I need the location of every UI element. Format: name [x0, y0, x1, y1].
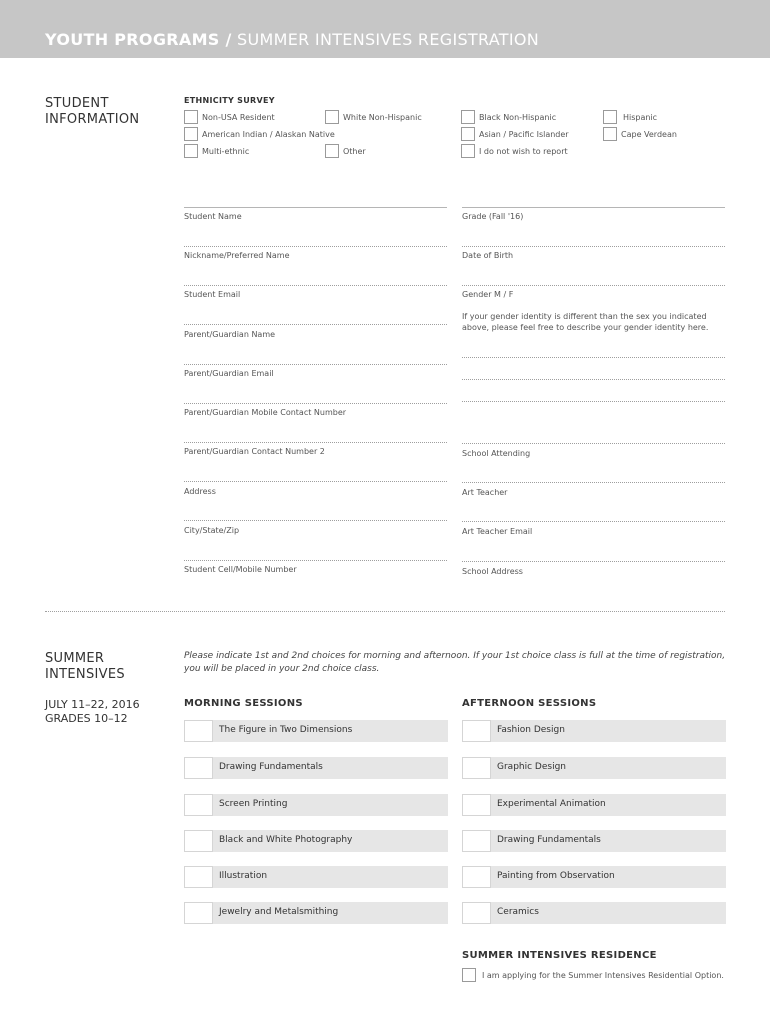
- afternoon-session-row[interactable]: [462, 794, 726, 816]
- checkbox-black-non-hispanic[interactable]: [461, 110, 475, 124]
- session-name: The Figure in Two Dimensions: [219, 725, 353, 735]
- label-white-non-hispanic: White Non-Hispanic: [343, 113, 422, 122]
- morning-sessions-heading: MORNING SESSIONS: [184, 698, 303, 709]
- label-city-state-zip: City/State/Zip: [184, 526, 240, 535]
- session-name: Ceramics: [497, 907, 539, 917]
- art-teacher-email-input[interactable]: [462, 521, 725, 522]
- address-input[interactable]: [184, 481, 447, 482]
- city-state-zip-input[interactable]: [184, 520, 447, 521]
- afternoon-session-row[interactable]: [462, 720, 726, 742]
- nickname-input[interactable]: [184, 246, 447, 247]
- checkbox-do-not-report[interactable]: [461, 144, 475, 158]
- afternoon-session-row[interactable]: [462, 902, 726, 924]
- school-attending-input[interactable]: [462, 443, 725, 444]
- session-name: Jewelry and Metalsmithing: [219, 907, 339, 917]
- choice-box[interactable]: [184, 720, 213, 742]
- summer-intensives-title: [45, 651, 125, 683]
- label-asian-pacific-islander: Asian / Pacific Islander: [479, 130, 569, 139]
- label-parent-contact-2: Parent/Guardian Contact Number 2: [184, 447, 325, 456]
- gender-note-line1: If your gender identity is different than the sex you indicated: [462, 312, 707, 321]
- label-nickname: Nickname/Preferred Name: [184, 251, 290, 260]
- checkbox-cape-verdean[interactable]: [603, 127, 617, 141]
- summer-grades: GRADES 10–12: [45, 712, 128, 725]
- label-student-cell: Student Cell/Mobile Number: [184, 565, 297, 574]
- session-instructions: [184, 650, 729, 676]
- session-name: Experimental Animation: [497, 799, 606, 809]
- checkbox-asian-pacific-islander[interactable]: [461, 127, 475, 141]
- section-divider: [45, 611, 725, 612]
- session-name: Graphic Design: [497, 762, 566, 772]
- title-form: SUMMER INTENSIVES REGISTRATION: [237, 30, 540, 49]
- checkbox-white-non-hispanic[interactable]: [325, 110, 339, 124]
- parent-email-input[interactable]: [184, 364, 447, 365]
- gender-identity-line-3[interactable]: [462, 401, 725, 402]
- label-residential-option: I am applying for the Summer Intensives Residential Option.: [482, 971, 724, 980]
- summer-title-line1: SUMMER: [45, 651, 105, 666]
- school-address-input[interactable]: [462, 561, 725, 562]
- session-name: Drawing Fundamentals: [497, 835, 601, 845]
- morning-session-row[interactable]: [184, 757, 448, 779]
- choice-box[interactable]: [184, 902, 213, 924]
- label-parent-email: Parent/Guardian Email: [184, 369, 274, 378]
- grade-input[interactable]: [462, 207, 725, 208]
- morning-session-row[interactable]: [184, 720, 448, 742]
- afternoon-session-row[interactable]: [462, 866, 726, 888]
- date-of-birth-input[interactable]: [462, 246, 725, 247]
- morning-session-row[interactable]: [184, 866, 448, 888]
- label-date-of-birth: Date of Birth: [462, 251, 514, 260]
- checkbox-hispanic[interactable]: [603, 110, 617, 124]
- choice-box[interactable]: [462, 902, 491, 924]
- session-instructions-line2: you will be placed in your 2nd choice class.: [184, 664, 380, 674]
- morning-session-row[interactable]: [184, 830, 448, 852]
- session-name: Painting from Observation: [497, 871, 615, 881]
- residence-heading: SUMMER INTENSIVES RESIDENCE: [462, 950, 657, 961]
- summer-dates: JULY 11–22, 2016: [45, 698, 140, 711]
- label-do-not-report: I do not wish to report: [479, 147, 568, 156]
- page-title: [45, 30, 539, 49]
- label-school-attending: School Attending: [462, 449, 531, 458]
- choice-box[interactable]: [184, 866, 213, 888]
- label-american-indian: American Indian / Alaskan Native: [202, 130, 335, 139]
- student-email-input[interactable]: [184, 285, 447, 286]
- session-name: Black and White Photography: [219, 835, 353, 845]
- afternoon-session-row[interactable]: [462, 830, 726, 852]
- summer-title-line2: INTENSIVES: [45, 667, 125, 682]
- session-instructions-line1: Please indicate 1st and 2nd choices for morning and afternoon. If your 1st choice class is full at the time of registration,: [184, 651, 726, 661]
- label-non-usa-resident: Non-USA Resident: [202, 113, 275, 122]
- label-other: Other: [343, 147, 366, 156]
- page-header: [0, 0, 770, 58]
- parent-contact-2-input[interactable]: [184, 442, 447, 443]
- student-info-title-line2: INFORMATION: [45, 112, 140, 127]
- student-cell-input[interactable]: [184, 560, 447, 561]
- label-student-email: Student Email: [184, 290, 241, 299]
- choice-box[interactable]: [462, 794, 491, 816]
- student-info-title-line1: STUDENT: [45, 96, 109, 111]
- label-multi-ethnic: Multi-ethnic: [202, 147, 250, 156]
- label-parent-mobile: Parent/Guardian Mobile Contact Number: [184, 408, 347, 417]
- art-teacher-input[interactable]: [462, 482, 725, 483]
- parent-mobile-input[interactable]: [184, 403, 447, 404]
- session-name: Illustration: [219, 871, 268, 881]
- checkbox-multi-ethnic[interactable]: [184, 144, 198, 158]
- label-art-teacher: Art Teacher: [462, 488, 508, 497]
- morning-session-row[interactable]: [184, 902, 448, 924]
- checkbox-other[interactable]: [325, 144, 339, 158]
- session-name: Drawing Fundamentals: [219, 762, 323, 772]
- parent-name-input[interactable]: [184, 324, 447, 325]
- label-hispanic: Hispanic: [623, 113, 658, 122]
- student-name-input[interactable]: [184, 207, 447, 208]
- label-black-non-hispanic: Black Non-Hispanic: [479, 113, 557, 122]
- student-info-title: [45, 96, 139, 128]
- checkbox-non-usa-resident[interactable]: [184, 110, 198, 124]
- gender-input[interactable]: [462, 285, 725, 286]
- checkbox-american-indian[interactable]: [184, 127, 198, 141]
- choice-box[interactable]: [184, 757, 213, 779]
- label-grade: Grade (Fall '16): [462, 212, 524, 221]
- title-program: YOUTH PROGRAMS /: [45, 30, 232, 49]
- label-address: Address: [184, 487, 216, 496]
- morning-session-row[interactable]: [184, 794, 448, 816]
- label-student-name: Student Name: [184, 212, 242, 221]
- label-art-teacher-email: Art Teacher Email: [462, 527, 533, 536]
- afternoon-session-row[interactable]: [462, 757, 726, 779]
- gender-note-line2: above, please feel free to describe your gender identity here.: [462, 323, 709, 332]
- session-name: Screen Printing: [219, 799, 288, 809]
- label-parent-name: Parent/Guardian Name: [184, 330, 276, 339]
- checkbox-residential-option[interactable]: [462, 968, 476, 982]
- label-school-address: School Address: [462, 567, 523, 576]
- label-cape-verdean: Cape Verdean: [621, 130, 677, 139]
- label-gender: Gender M / F: [462, 290, 514, 299]
- choice-box[interactable]: [462, 830, 491, 852]
- choice-box[interactable]: [462, 757, 491, 779]
- afternoon-sessions-heading: AFTERNOON SESSIONS: [462, 698, 597, 709]
- choice-box[interactable]: [462, 866, 491, 888]
- session-name: Fashion Design: [497, 725, 565, 735]
- ethnicity-survey-heading: ETHNICITY SURVEY: [184, 96, 275, 105]
- gender-identity-line-2[interactable]: [462, 379, 725, 380]
- choice-box[interactable]: [184, 794, 213, 816]
- choice-box[interactable]: [462, 720, 491, 742]
- gender-identity-line-1[interactable]: [462, 357, 725, 358]
- choice-box[interactable]: [184, 830, 213, 852]
